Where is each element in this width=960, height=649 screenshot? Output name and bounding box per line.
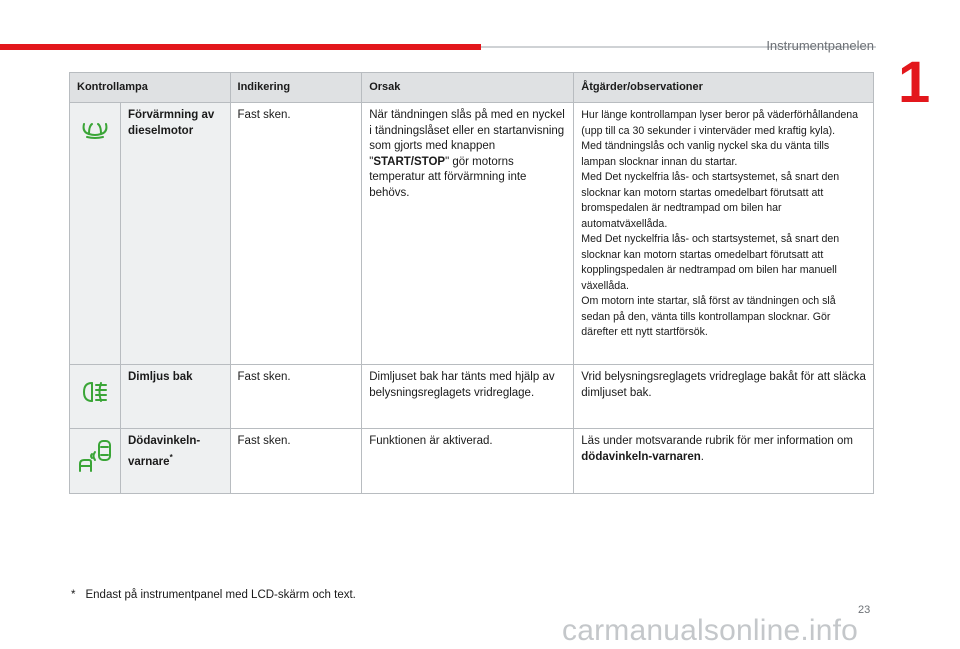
observations-cell [574,103,874,365]
lamp-name-line2: varnare [128,455,170,468]
observations-cell: Vrid belysningsreglagets vridreglage bakåt för att släcka dimljuset bak. [574,365,874,429]
observation-line: Hur länge kontrollampan lyser beror på väderförhållandena (upp till ca 30 sekunder i vinterväder med kraftig kyla). [581,109,859,137]
lamp-name: Förvärmning av dieselmotor [121,103,231,365]
footnote-text: Endast på instrumentpanel med LCD-skärm och text. [85,589,356,601]
cause-cell: Funktionen är aktiverad. [362,429,574,494]
table-row [70,365,874,429]
footnote-marker: * [169,452,173,462]
section-title: Instrumentpanelen [766,38,874,53]
column-header-lamp: Kontrollampa [70,73,231,103]
watermark: carmanualsonline.info [562,614,859,647]
cause-cell: Dimljuset bak har tänts med hjälp av belysningsreglagets vridreglage. [362,365,574,429]
footnote-star: * [71,589,76,601]
glow-plug-icon [80,120,110,140]
cause-cell [362,103,574,365]
observation-line: Om motorn inte startar, slå först av tändningen och slå sedan på den, vänta tills kontrollampan slocknar. Gör därefter ett nytt startförsök. [581,295,836,338]
warning-lamp-table [69,72,874,494]
indication-cell: Fast sken. [230,365,362,429]
observation-text-end: . [700,450,704,463]
chapter-number: 1 [898,50,931,115]
column-header-observations: Åtgärder/observationer [574,73,874,103]
lamp-name-line1: Dödavinkeln- [128,435,201,447]
observation-text: Läs under motsvarande rubrik för mer information om [581,435,853,447]
column-header-indication: Indikering [230,73,362,103]
observation-line: Med Det nyckelfria lås- och startsystemet, så snart den slocknar kan motorn startas omedelbart förutsatt att kopplingspedalen är nedtrampad om bilen har manuell växellåda. [581,233,840,292]
observation-line: Med tändningslås och vanlig nyckel ska du vänta tills lampan slocknar innan du startar. [581,140,830,168]
icon-cell [70,103,121,365]
lamp-name [121,429,231,494]
header-red-bar [0,44,481,50]
table-row [70,103,874,365]
start-stop-label: START/STOP [373,155,446,168]
indication-cell: Fast sken. [230,429,362,494]
blind-spot-icon [77,438,113,474]
cause-text-end: " gör motorns temperatur att förvärmning inte behövs. [369,155,527,199]
icon-cell [70,365,121,429]
footnote [71,589,356,601]
table-row [70,429,874,494]
table-header-row [70,73,874,103]
blind-spot-link-text: dödavinkeln-varnaren [581,450,701,463]
observations-cell [574,429,874,494]
observation-line: Med Det nyckelfria lås- och startsystemet, så snart den slocknar kan motorn startas omedelbart förutsatt att bromspedalen är nedtrampad om bilen har automatväxellåda. [581,171,840,230]
page-number: 23 [858,604,871,616]
icon-cell [70,429,121,494]
lamp-name: Dimljus bak [121,365,231,429]
rear-fog-lamp-icon [80,380,110,404]
cause-text: När tändningen slås på med en nyckel i tändningslåset eller en startanvisning som gjorts med knappen " [369,109,565,168]
column-header-cause: Orsak [362,73,574,103]
indication-cell: Fast sken. [230,103,362,365]
